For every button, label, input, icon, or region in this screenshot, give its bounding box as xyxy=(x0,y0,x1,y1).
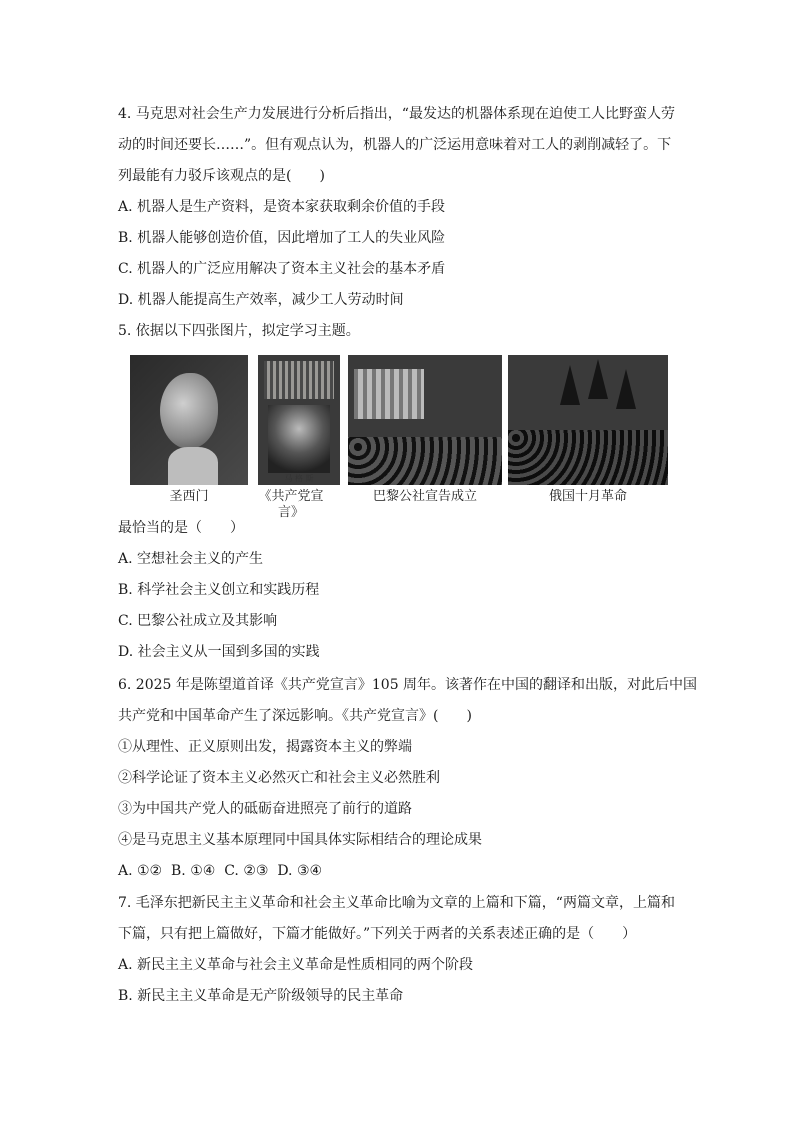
q6-item-3: ③为中国共产党人的砥砺奋进照亮了前行的道路 xyxy=(118,801,412,817)
q4-stem-line-2: 动的时间还要长……”。但有观点认为，机器人的广泛运用意味着对工人的剥削减轻了。下 xyxy=(118,137,672,153)
q7-stem-line-2: 下篇，只有把上篇做好，下篇才能做好。”下列关于两者的关系表述正确的是（ ） xyxy=(118,926,637,942)
q5-ask: 最恰当的是（ ） xyxy=(118,520,244,536)
manifesto-author-label: 马 格 斯 xyxy=(284,474,314,483)
q4-stem-line-1: 4. 马克思对社会生产力发展进行分析后指出，“最发达的机器体系现在迫使工人比野蛮人劳 xyxy=(118,106,675,122)
caption-manifesto: 《共产党宣言》 xyxy=(258,489,324,520)
q7-option-b: B. 新民主主义革命是无产阶级领导的民主革命 xyxy=(118,988,404,1004)
october-revolution-painting xyxy=(508,355,668,485)
q7-stem-line-1: 7. 毛泽东把新民主主义革命和社会主义革命比喻为文章的上篇和下篇，“两篇文章，上篇和 xyxy=(118,895,675,911)
q6-item-4: ④是马克思主义基本原理同中国具体实际相结合的理论成果 xyxy=(118,832,482,848)
q6-stem-line-2: 共产党和中国革命产生了深远影响。《共产党宣言》( ) xyxy=(118,708,472,724)
q5-option-c: C. 巴黎公社成立及其影响 xyxy=(118,613,278,629)
paris-commune-engraving xyxy=(348,355,502,485)
q5-option-b: B. 科学社会主义创立和实践历程 xyxy=(118,582,320,598)
caption-october-revolution: 俄国十月革命 xyxy=(548,489,627,504)
manifesto-cover xyxy=(258,355,340,485)
q4-stem-line-3: 列最能有力驳斥该观点的是( ) xyxy=(118,168,325,184)
q6-stem-line-1: 6. 2025 年是陈望道首译《共产党宣言》105 周年。该著作在中国的翻译和出版，对此后中国 xyxy=(118,677,698,693)
q6-choices: A. ①② B. ①④ C. ②③ D. ③④ xyxy=(118,863,323,879)
q4-option-a: A. 机器人是生产资料，是资本家获取剩余价值的手段 xyxy=(118,199,446,215)
q6-item-1: ①从理性、正义原则出发，揭露资本主义的弊端 xyxy=(118,739,412,755)
saint-simon-portrait xyxy=(130,355,248,485)
q4-option-b: B. 机器人能够创造价值，因此增加了工人的失业风险 xyxy=(118,230,446,246)
caption-paris-commune: 巴黎公社宣告成立 xyxy=(372,489,477,504)
q5-figure-strip xyxy=(130,355,670,520)
q5-option-d: D. 社会主义从一国到多国的实践 xyxy=(118,644,320,660)
caption-saint-simon: 圣西门 xyxy=(169,489,209,504)
q5-option-a: A. 空想社会主义的产生 xyxy=(118,551,264,567)
q5-stem: 5. 依据以下四张图片，拟定学习主题。 xyxy=(118,323,360,339)
q4-option-d: D. 机器人能提高生产效率，减少工人劳动时间 xyxy=(118,292,404,308)
q6-item-2: ②科学论证了资本主义必然灭亡和社会主义必然胜利 xyxy=(118,770,440,786)
q7-option-a: A. 新民主主义革命与社会主义革命是性质相同的两个阶段 xyxy=(118,957,474,973)
q4-option-c: C. 机器人的广泛应用解决了资本主义社会的基本矛盾 xyxy=(118,261,446,277)
